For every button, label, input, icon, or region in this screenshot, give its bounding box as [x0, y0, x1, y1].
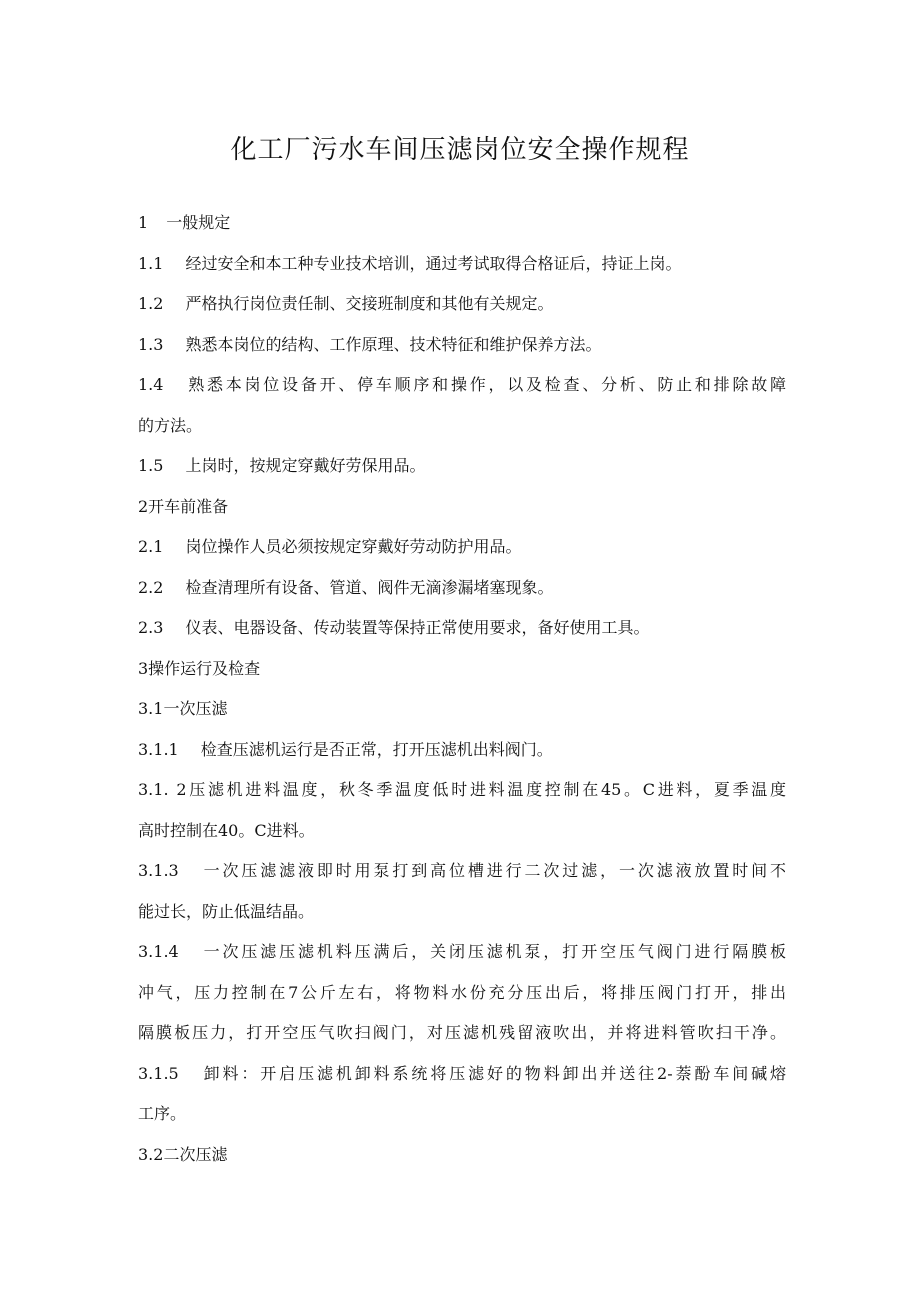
- section-number: 3.1.5: [138, 1063, 179, 1083]
- paragraph-line: [138, 770, 786, 811]
- line-text: 冲气，压力控制在7公斤左右，将物料水份充分压出后，将排压阀门打开，排出: [138, 982, 786, 1002]
- paragraph-line: [138, 244, 786, 285]
- paragraph-line: [138, 932, 786, 973]
- paragraph-line: [138, 568, 786, 609]
- paragraph-line: [138, 1135, 786, 1176]
- document-body: [138, 203, 786, 1175]
- line-text: 一般规定: [166, 213, 231, 232]
- line-text: 隔膜板压力，打开空压气吹扫阀门，对压滤机残留液吹出，并将进料管吹扫干净。: [138, 1023, 786, 1042]
- section-number: 2.2: [138, 577, 164, 597]
- line-text: 熟悉本岗位设备开、停车顺序和操作，以及检查、分析、防止和排除故障: [185, 375, 786, 394]
- paragraph-line: [138, 892, 786, 933]
- paragraph-line: [138, 689, 786, 730]
- section-number: 1.2: [138, 294, 164, 313]
- paragraph-line: [138, 406, 786, 447]
- paragraph-line: [138, 973, 786, 1014]
- section-number: 1: [138, 213, 149, 232]
- line-text: 仪表、电器设备、传动装置等保持正常使用要求，备好使用工具。: [185, 618, 650, 637]
- paragraph-line: [138, 325, 786, 366]
- line-text: 一次压滤滤液即时用泵打到高位槽进行二次过滤，一次滤液放置时间不: [200, 861, 786, 880]
- paragraph-line: [138, 649, 786, 690]
- line-text: 严格执行岗位责任制、交接班制度和其他有关规定。: [185, 294, 554, 313]
- line-text: 3.2二次压滤: [138, 1144, 228, 1164]
- line-text: 一次压滤压滤机料压满后，关闭压滤机泵，打开空压气阀门进行隔膜板: [200, 942, 786, 961]
- line-text: 2开车前准备: [138, 496, 229, 516]
- paragraph-line: [138, 608, 786, 649]
- section-number: 3.1.3: [138, 861, 179, 880]
- line-text: 3.1一次压滤: [138, 699, 228, 718]
- line-text: 熟悉本岗位的结构、工作原理、技术特征和维护保养方法。: [185, 334, 602, 354]
- section-number: 1.3: [138, 334, 164, 354]
- paragraph-line: [138, 1013, 786, 1054]
- paragraph-line: [138, 811, 786, 852]
- section-number: 2.1: [138, 537, 164, 556]
- line-text: 3.1. 2压滤机进料温度，秋冬季温度低时进料温度控制在45。C进料，夏季温度: [138, 780, 786, 799]
- section-number: 2.3: [138, 618, 164, 637]
- line-text: 经过安全和本工种专业技术培训，通过考试取得合格证后，持证上岗。: [185, 253, 682, 273]
- section-number: 3.1.4: [138, 942, 179, 961]
- section-number: 3.1.1: [138, 739, 179, 759]
- document-title: 化工厂污水车间压滤岗位安全操作规程: [230, 135, 690, 165]
- section-number: 1.5: [138, 456, 164, 475]
- paragraph-line: [138, 365, 786, 406]
- section-number: 1.1: [138, 253, 164, 273]
- paragraph-line: [138, 1094, 786, 1135]
- line-text: 的方法。: [138, 415, 203, 435]
- paragraph-line: [138, 527, 786, 568]
- paragraph-line: [138, 203, 786, 244]
- line-text: 检查清理所有设备、管道、阀件无滴渗漏堵塞现象。: [185, 577, 554, 597]
- line-text: 岗位操作人员必须按规定穿戴好劳动防护用品。: [185, 537, 522, 556]
- line-text: 能过长，防止低温结晶。: [138, 901, 315, 921]
- line-text: 上岗时，按规定穿戴好劳保用品。: [185, 456, 426, 475]
- paragraph-line: [138, 851, 786, 892]
- paragraph-line: [138, 446, 786, 487]
- line-text: 工序。: [138, 1104, 187, 1123]
- paragraph-line: [138, 487, 786, 528]
- line-text: 卸料：开启压滤机卸料系统将压滤好的物料卸出并送往2-萘酚车间碱熔: [200, 1063, 786, 1083]
- line-text: 检查压滤机运行是否正常，打开压滤机出料阀门。: [200, 739, 553, 759]
- paragraph-line: [138, 730, 786, 771]
- line-text: 高时控制在40。C进料。: [138, 820, 315, 840]
- line-text: 3操作运行及检查: [138, 658, 261, 678]
- section-number: 1.4: [138, 375, 164, 394]
- paragraph-line: [138, 284, 786, 325]
- paragraph-line: [138, 1054, 786, 1095]
